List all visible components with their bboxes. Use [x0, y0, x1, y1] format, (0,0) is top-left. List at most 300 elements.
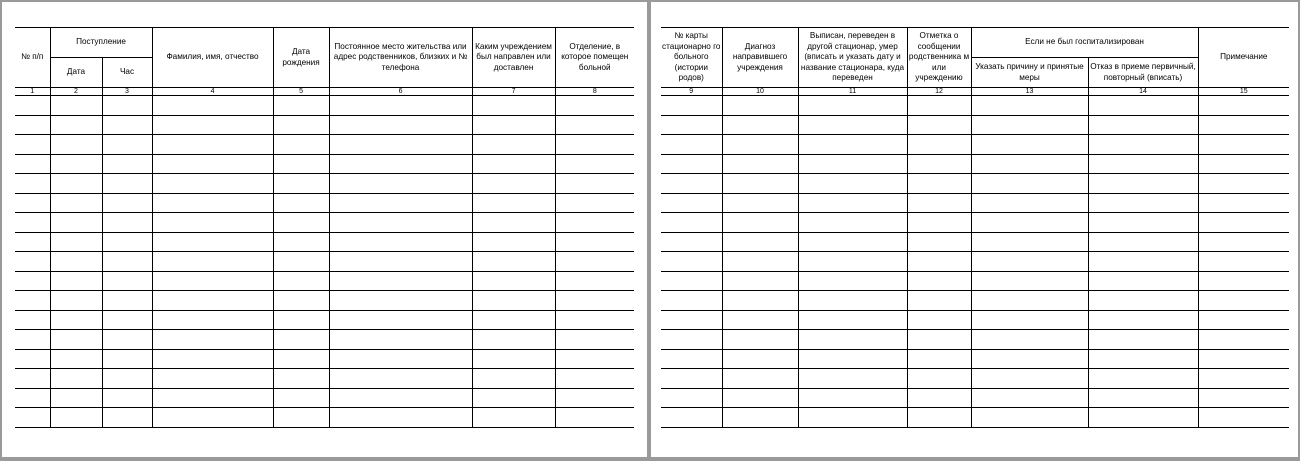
table-row	[661, 349, 1289, 369]
header-reason: Указать причину и принятые меры	[971, 58, 1088, 88]
entry-cell	[1198, 232, 1289, 252]
entry-cell	[15, 349, 50, 369]
entry-cell	[555, 213, 634, 233]
entry-cell	[50, 232, 102, 252]
entry-cell	[661, 96, 722, 116]
entry-cell	[555, 154, 634, 174]
header-department: Отделение, в которое помещен больной	[555, 28, 634, 88]
column-number: 5	[273, 88, 329, 96]
table-row	[15, 115, 634, 135]
entry-cell	[1198, 213, 1289, 233]
entry-cell	[722, 388, 798, 408]
entry-cell	[472, 96, 555, 116]
entry-cell	[152, 369, 273, 389]
column-number: 9	[661, 88, 722, 96]
entry-cell	[971, 252, 1088, 272]
entry-cell	[102, 213, 152, 233]
entry-cell	[971, 408, 1088, 428]
entry-cell	[722, 252, 798, 272]
entry-cell	[798, 369, 907, 389]
column-number: 4	[152, 88, 273, 96]
column-number: 11	[798, 88, 907, 96]
entry-cell	[329, 291, 472, 311]
entry-cell	[1198, 115, 1289, 135]
table-row	[661, 291, 1289, 311]
entry-cell	[907, 154, 971, 174]
entry-cell	[102, 252, 152, 272]
entry-cell	[971, 291, 1088, 311]
entry-cell	[152, 232, 273, 252]
entry-cell	[907, 213, 971, 233]
entry-cell	[1088, 232, 1198, 252]
entry-cell	[152, 96, 273, 116]
table-row	[661, 213, 1289, 233]
entry-cell	[971, 154, 1088, 174]
table-row	[15, 291, 634, 311]
entry-cell	[661, 330, 722, 350]
entry-cell	[273, 291, 329, 311]
entry-cell	[472, 271, 555, 291]
table-row	[15, 388, 634, 408]
entry-cell	[722, 349, 798, 369]
entry-cell	[102, 96, 152, 116]
entry-cell	[472, 408, 555, 428]
entry-cell	[50, 213, 102, 233]
entry-cell	[152, 291, 273, 311]
entry-cell	[971, 232, 1088, 252]
column-number: 13	[971, 88, 1088, 96]
entry-cell	[329, 349, 472, 369]
entry-cell	[472, 135, 555, 155]
column-number: 8	[555, 88, 634, 96]
entry-cell	[273, 213, 329, 233]
entry-cell	[15, 232, 50, 252]
entry-cell	[273, 115, 329, 135]
entry-cell	[15, 252, 50, 272]
entry-cell	[273, 349, 329, 369]
table-row	[661, 174, 1289, 194]
entry-cell	[1198, 369, 1289, 389]
entry-cell	[971, 96, 1088, 116]
entry-cell	[722, 408, 798, 428]
entry-cell	[555, 369, 634, 389]
entry-cell	[971, 310, 1088, 330]
entry-cell	[15, 388, 50, 408]
entry-cell	[722, 310, 798, 330]
entry-cell	[661, 154, 722, 174]
entry-cell	[15, 96, 50, 116]
entry-cell	[1198, 135, 1289, 155]
entry-cell	[798, 408, 907, 428]
column-number: 12	[907, 88, 971, 96]
entry-cell	[152, 154, 273, 174]
table-row	[661, 369, 1289, 389]
entry-cell	[329, 96, 472, 116]
entry-cell	[1088, 330, 1198, 350]
entry-cell	[329, 330, 472, 350]
entry-cell	[329, 408, 472, 428]
table-row	[661, 252, 1289, 272]
entry-cell	[102, 291, 152, 311]
entry-cell	[1088, 115, 1198, 135]
entry-cell	[971, 115, 1088, 135]
entry-cell	[907, 369, 971, 389]
entry-cell	[661, 232, 722, 252]
entry-cell	[329, 369, 472, 389]
entry-cell	[798, 96, 907, 116]
entry-cell	[329, 388, 472, 408]
entry-cell	[102, 310, 152, 330]
table-row	[15, 96, 634, 116]
entry-cell	[1198, 154, 1289, 174]
entry-cell	[798, 213, 907, 233]
entry-cell	[798, 271, 907, 291]
header-notice: Отметка о сообщении родственника м или учреждению	[907, 28, 971, 88]
entry-cell	[50, 174, 102, 194]
entry-cell	[50, 135, 102, 155]
entry-cell	[329, 271, 472, 291]
table-row	[15, 232, 634, 252]
entry-cell	[273, 388, 329, 408]
entry-cell	[555, 174, 634, 194]
entry-cell	[1088, 252, 1198, 272]
entry-cell	[555, 388, 634, 408]
table-row	[661, 310, 1289, 330]
entry-cell	[152, 135, 273, 155]
entry-cell	[102, 271, 152, 291]
entry-cell	[722, 115, 798, 135]
entry-cell	[1088, 388, 1198, 408]
header-arrival: Поступление	[50, 28, 152, 58]
table-row	[661, 388, 1289, 408]
table-row	[15, 349, 634, 369]
entry-cell	[1088, 271, 1198, 291]
entry-cell	[1088, 369, 1198, 389]
entry-cell	[329, 193, 472, 213]
entry-cell	[102, 408, 152, 428]
entry-cell	[722, 213, 798, 233]
entry-cell	[722, 330, 798, 350]
entry-cell	[907, 115, 971, 135]
table-row	[661, 115, 1289, 135]
entry-cell	[1088, 349, 1198, 369]
entry-cell	[152, 310, 273, 330]
entry-cell	[1198, 310, 1289, 330]
entry-cell	[907, 349, 971, 369]
table-row	[15, 310, 634, 330]
entry-cell	[152, 213, 273, 233]
entry-cell	[798, 154, 907, 174]
entry-cell	[907, 310, 971, 330]
entry-cell	[722, 232, 798, 252]
entry-cell	[907, 135, 971, 155]
entry-cell	[50, 96, 102, 116]
entry-cell	[273, 271, 329, 291]
entry-cell	[971, 213, 1088, 233]
table-row	[661, 330, 1289, 350]
entry-cell	[661, 310, 722, 330]
entry-cell	[15, 291, 50, 311]
entry-cell	[329, 232, 472, 252]
entry-cell	[907, 96, 971, 116]
entry-cell	[555, 193, 634, 213]
entry-cell	[15, 271, 50, 291]
header-diagnosis: Диагноз направившего учреждения	[722, 28, 798, 88]
table-row	[15, 271, 634, 291]
table-row	[661, 154, 1289, 174]
entry-cell	[1088, 135, 1198, 155]
entry-cell	[555, 135, 634, 155]
entry-cell	[152, 271, 273, 291]
table-row	[15, 252, 634, 272]
table-row	[15, 408, 634, 428]
entry-cell	[472, 193, 555, 213]
entry-cell	[472, 291, 555, 311]
right-page	[651, 2, 1298, 457]
entry-cell	[555, 349, 634, 369]
entry-cell	[329, 135, 472, 155]
table-row	[661, 96, 1289, 116]
column-number: 6	[329, 88, 472, 96]
entry-cell	[1198, 193, 1289, 213]
entry-cell	[273, 232, 329, 252]
entry-cell	[1198, 96, 1289, 116]
header-card-number: № карты стационарно го больного (истории родов)	[661, 28, 722, 88]
entry-cell	[152, 193, 273, 213]
entry-cell	[15, 330, 50, 350]
entry-cell	[329, 115, 472, 135]
entry-cell	[102, 349, 152, 369]
entry-cell	[1198, 174, 1289, 194]
entry-cell	[472, 154, 555, 174]
entry-cell	[555, 330, 634, 350]
entry-cell	[50, 408, 102, 428]
entry-cell	[971, 193, 1088, 213]
entry-cell	[971, 135, 1088, 155]
entry-cell	[152, 115, 273, 135]
table-row	[661, 193, 1289, 213]
entry-cell	[50, 193, 102, 213]
entry-cell	[1198, 330, 1289, 350]
header-birth-date: Дата рождения	[273, 28, 329, 88]
entry-cell	[555, 408, 634, 428]
entry-cell	[152, 388, 273, 408]
entry-cell	[661, 135, 722, 155]
entry-cell	[1198, 291, 1289, 311]
entry-cell	[329, 252, 472, 272]
entry-cell	[152, 349, 273, 369]
entry-cell	[555, 291, 634, 311]
admission-journal-right-table	[661, 27, 1289, 428]
column-number: 1	[15, 88, 50, 96]
entry-cell	[273, 193, 329, 213]
entry-cell	[152, 252, 273, 272]
entry-cell	[661, 193, 722, 213]
entry-cell	[555, 115, 634, 135]
entry-cell	[273, 154, 329, 174]
column-number: 2	[50, 88, 102, 96]
entry-cell	[273, 369, 329, 389]
entry-cell	[273, 408, 329, 428]
entry-cell	[907, 252, 971, 272]
entry-cell	[722, 174, 798, 194]
entry-cell	[329, 310, 472, 330]
entry-cell	[472, 252, 555, 272]
header-hour: Час	[102, 58, 152, 88]
entry-cell	[50, 310, 102, 330]
table-row	[661, 135, 1289, 155]
entry-cell	[722, 291, 798, 311]
header-fio: Фамилия, имя, отчество	[152, 28, 273, 88]
entry-cell	[102, 232, 152, 252]
entry-cell	[102, 154, 152, 174]
entry-cell	[661, 349, 722, 369]
entry-cell	[971, 330, 1088, 350]
entry-cell	[798, 252, 907, 272]
entry-cell	[798, 174, 907, 194]
table-row	[15, 213, 634, 233]
table-row	[15, 135, 634, 155]
entry-cell	[661, 213, 722, 233]
entry-cell	[907, 193, 971, 213]
entry-cell	[555, 232, 634, 252]
entry-cell	[102, 193, 152, 213]
entry-cell	[472, 115, 555, 135]
entry-cell	[722, 96, 798, 116]
entry-cell	[907, 271, 971, 291]
entry-cell	[798, 115, 907, 135]
entry-cell	[907, 291, 971, 311]
entry-cell	[798, 291, 907, 311]
entry-cell	[15, 154, 50, 174]
entry-cell	[102, 369, 152, 389]
entry-cell	[1088, 193, 1198, 213]
entry-cell	[273, 252, 329, 272]
entry-cell	[15, 174, 50, 194]
entry-cell	[1088, 408, 1198, 428]
entry-cell	[152, 330, 273, 350]
entry-cell	[1088, 96, 1198, 116]
table-row	[15, 193, 634, 213]
entry-cell	[1088, 213, 1198, 233]
table-row	[15, 174, 634, 194]
entry-cell	[907, 330, 971, 350]
table-row	[661, 271, 1289, 291]
entry-cell	[722, 369, 798, 389]
entry-cell	[152, 408, 273, 428]
entry-cell	[555, 271, 634, 291]
header-note: Примечание	[1198, 28, 1289, 88]
entry-cell	[661, 388, 722, 408]
entry-cell	[273, 310, 329, 330]
entry-cell	[907, 408, 971, 428]
entry-cell	[50, 388, 102, 408]
entry-cell	[1198, 408, 1289, 428]
entry-cell	[1198, 388, 1289, 408]
entry-cell	[1198, 252, 1289, 272]
entry-cell	[661, 252, 722, 272]
entry-cell	[971, 174, 1088, 194]
entry-cell	[661, 291, 722, 311]
header-discharged: Выписан, переведен в другой стационар, умер (вписать и указать дату и название стационара, куда переведен	[798, 28, 907, 88]
entry-cell	[50, 291, 102, 311]
entry-cell	[722, 154, 798, 174]
entry-cell	[907, 232, 971, 252]
entry-cell	[971, 271, 1088, 291]
entry-cell	[798, 232, 907, 252]
entry-cell	[798, 330, 907, 350]
column-number: 10	[722, 88, 798, 96]
entry-cell	[50, 252, 102, 272]
entry-cell	[907, 388, 971, 408]
entry-cell	[273, 330, 329, 350]
entry-cell	[273, 135, 329, 155]
entry-cell	[102, 135, 152, 155]
entry-cell	[102, 330, 152, 350]
entry-cell	[15, 193, 50, 213]
column-number: 15	[1198, 88, 1289, 96]
entry-cell	[273, 174, 329, 194]
table-row	[15, 154, 634, 174]
table-row	[661, 408, 1289, 428]
header-referred-by: Каким учреждением был направлен или доставлен	[472, 28, 555, 88]
entry-cell	[661, 115, 722, 135]
entry-cell	[1088, 310, 1198, 330]
entry-cell	[1088, 174, 1198, 194]
entry-cell	[50, 154, 102, 174]
entry-cell	[1198, 271, 1289, 291]
entry-cell	[722, 135, 798, 155]
entry-cell	[15, 115, 50, 135]
table-row	[15, 330, 634, 350]
entry-cell	[971, 349, 1088, 369]
entry-cell	[329, 213, 472, 233]
entry-cell	[472, 232, 555, 252]
entry-cell	[798, 135, 907, 155]
entry-cell	[50, 271, 102, 291]
entry-cell	[472, 310, 555, 330]
entry-cell	[555, 252, 634, 272]
entry-cell	[50, 349, 102, 369]
entry-cell	[971, 369, 1088, 389]
entry-cell	[329, 174, 472, 194]
entry-cell	[15, 369, 50, 389]
header-num: № п/п	[15, 28, 50, 88]
entry-cell	[798, 310, 907, 330]
entry-cell	[661, 408, 722, 428]
entry-cell	[50, 369, 102, 389]
entry-cell	[661, 174, 722, 194]
entry-cell	[15, 310, 50, 330]
header-refusal: Отказ в приеме первичный, повторный (вписать)	[1088, 58, 1198, 88]
entry-cell	[798, 349, 907, 369]
entry-cell	[472, 330, 555, 350]
entry-cell	[722, 193, 798, 213]
entry-cell	[661, 271, 722, 291]
left-page	[2, 2, 647, 457]
column-number: 3	[102, 88, 152, 96]
entry-cell	[798, 193, 907, 213]
entry-cell	[15, 213, 50, 233]
entry-cell	[472, 349, 555, 369]
entry-cell	[472, 369, 555, 389]
entry-cell	[472, 213, 555, 233]
entry-cell	[273, 96, 329, 116]
entry-cell	[15, 135, 50, 155]
entry-cell	[555, 310, 634, 330]
header-address: Постоянное место жительства или адрес родственников, близких и № телефона	[329, 28, 472, 88]
entry-cell	[1088, 291, 1198, 311]
